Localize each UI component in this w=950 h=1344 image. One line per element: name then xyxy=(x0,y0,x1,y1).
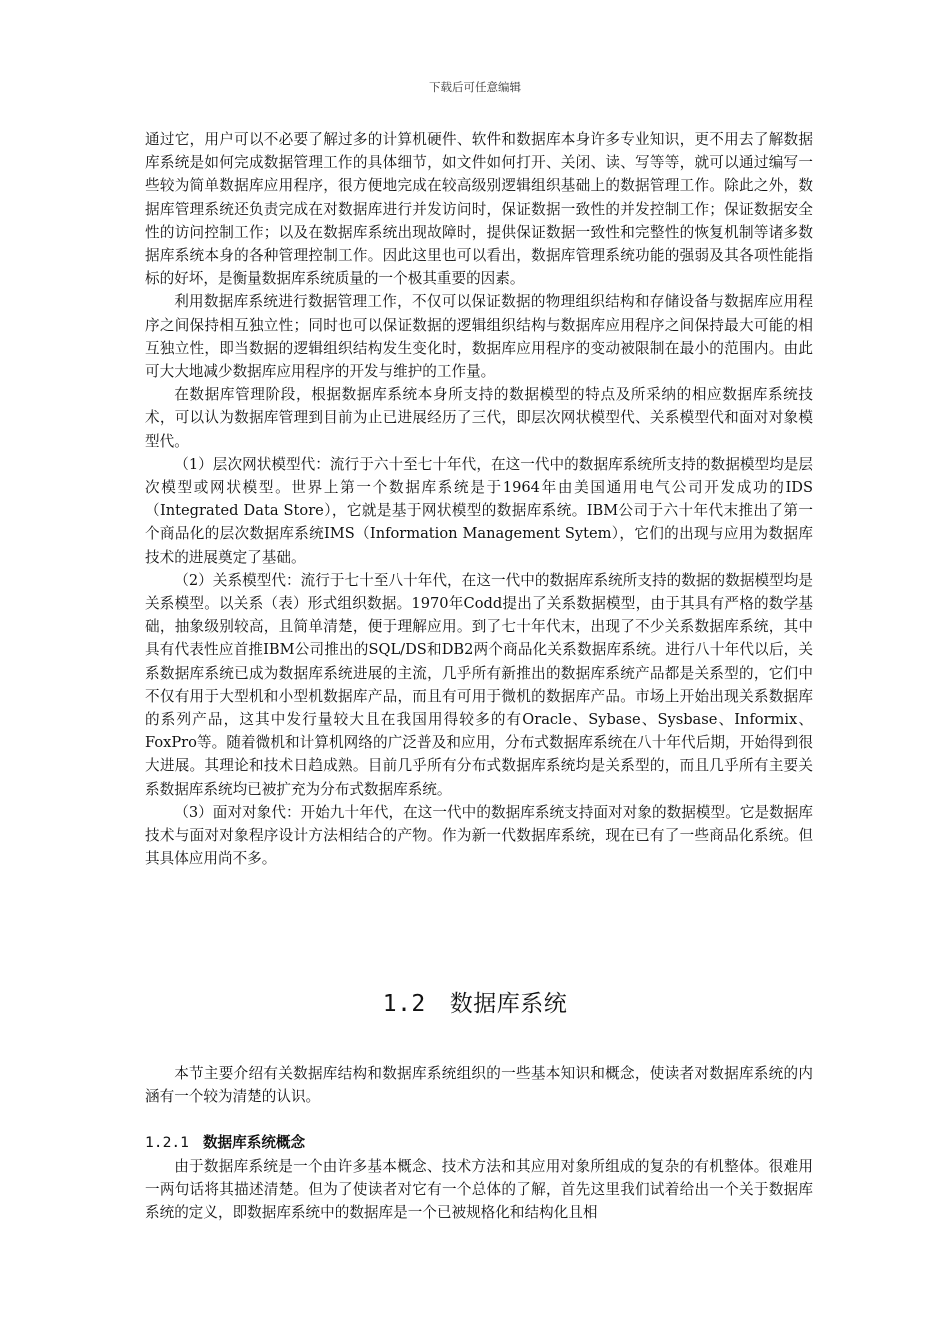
paragraph: 在数据库管理阶段，根据数据库系统本身所支持的数据模型的特点及所采纳的相应数据库系统技术，可以认为数据库管理到目前为止已进展经历了三代，即层次网状模型代、关系模型代和面对对象模型代。 xyxy=(145,386,813,450)
paragraph: 由于数据库系统是一个由许多基本概念、技术方法和其应用对象所组成的复杂的有机整体。很难用一两句话将其描述清楚。但为了使读者对它有一个总体的了解，首先这里我们试着给出一个关于数据库系统的定义，即数据库系统中的数据库是一个已被规格化和结构化且相 xyxy=(145,1158,813,1222)
paragraph: 本节主要介绍有关数据库结构和数据库系统组织的一些基本知识和概念，使读者对数据库系统的内涵有一个较为清楚的认识。 xyxy=(145,1065,813,1106)
body-text-block xyxy=(145,128,813,871)
page-header: 下载后可任意编辑 xyxy=(429,80,521,94)
section-number: 1.2 xyxy=(382,991,426,1017)
paragraph: 通过它，用户可以不必要了解过多的计算机硬件、软件和数据库本身许多专业知识，更不用去了解数据库系统是如何完成数据管理工作的具体细节，如文件如何打开、关闭、读、写等等，就可以通过编写一些较为简单数据库应用程序，很方便地完成在较高级别逻辑组织基础上的数据管理工作。除此之外，数据库管理系统还负责完成在对数据库进行并发访问时，保证数据一致性的并发控制工作；保证数据安全性的访问控制工作；以及在数据库系统出现故障时，提供保证数据一致性和完整性的恢复机制等诸多数据库系统本身的各种管理控制工作。因此这里也可以看出，数据库管理系统功能的强弱及其各项性能指标的好坏，是衡量数据库系统质量的一个极其重要的因素。 xyxy=(145,131,813,288)
section-title: 数据库系统 xyxy=(449,991,568,1017)
paragraph: （2）关系模型代：流行于七十至八十年代，在这一代中的数据库系统所支持的数据的数据模型均是关系模型。以关系（表）形式组织数据。1970年Codd提出了关系数据模型，由于其具有严格的数学基础，抽象级别较高，且简单清楚，便于理解应用。到了七十年代末，出现了不少关系数据库系统，其中具有代表性应首推IBM公司推出的SQL/DS和DB2两个商品化关系数据库系统。进行八十年代以后，关系数据库系统已成为数据库系统进展的主流，几乎所有新推出的数据库系统产品都是关系型的，它们中不仅有用于大型机和小型机数据库产品，而且有可用于微机的数据库产品。市场上开始出现关系数据库的系列产品，这其中发行量较大且在我国用得较多的有Oracle、Sybase、Sysbase、Informix、FoxPro等。随着微机和计算机网络的广泛普及和应用，分布式数据库系统在八十年代后期，开始得到很大进展。其理论和技术日趋成熟。目前几乎所有分布式数据库系统均是关系型的，而且几乎所有主要关系数据库系统均已被扩充为分布式数据库系统。 xyxy=(145,571,813,798)
paragraph: 利用数据库系统进行数据管理工作，不仅可以保证数据的物理组织结构和存储设备与数据库应用程序之间保持相互独立性；同时也可以保证数据的逻辑组织结构与数据库应用程序之间保持最大可能的相互独立性，即当数据的逻辑组织结构发生变化时，数据库应用程序的变动被限制在最小的范围内。由此可大大地减少数据库应用程序的开发与维护的工作量。 xyxy=(145,293,813,381)
section-intro-block xyxy=(145,1062,813,1108)
subsection-title: 数据库系统概念 xyxy=(202,1134,306,1151)
subsection-heading xyxy=(145,1131,305,1152)
section-heading xyxy=(0,985,950,1018)
paragraph: （3）面对对象代：开始九十年代，在这一代中的数据库系统支持面对对象的数据模型。它是数据库技术与面对对象程序设计方法相结合的产物。作为新一代数据库系统，现在已有了一些商品化系统。但其具体应用尚不多。 xyxy=(145,803,813,868)
subsection-number: 1.2.1 xyxy=(145,1134,189,1151)
paragraph: （1）层次网状模型代：流行于六十至七十年代，在这一代中的数据库系统所支持的数据模型均是层次模型或网状模型。世界上第一个数据库系统是于1964年由美国通用电气公司开发成功的IDS（Integrated Data Store），它就是基于网状模型的数据库系统。IBM公司于六十年代末推出了第一个商品化的层次数据库系统IMS（Information Management Sytem），它们的出现与应用为数据库技术的进展奠定了基础。 xyxy=(145,455,813,566)
subsection-text-block xyxy=(145,1155,813,1225)
